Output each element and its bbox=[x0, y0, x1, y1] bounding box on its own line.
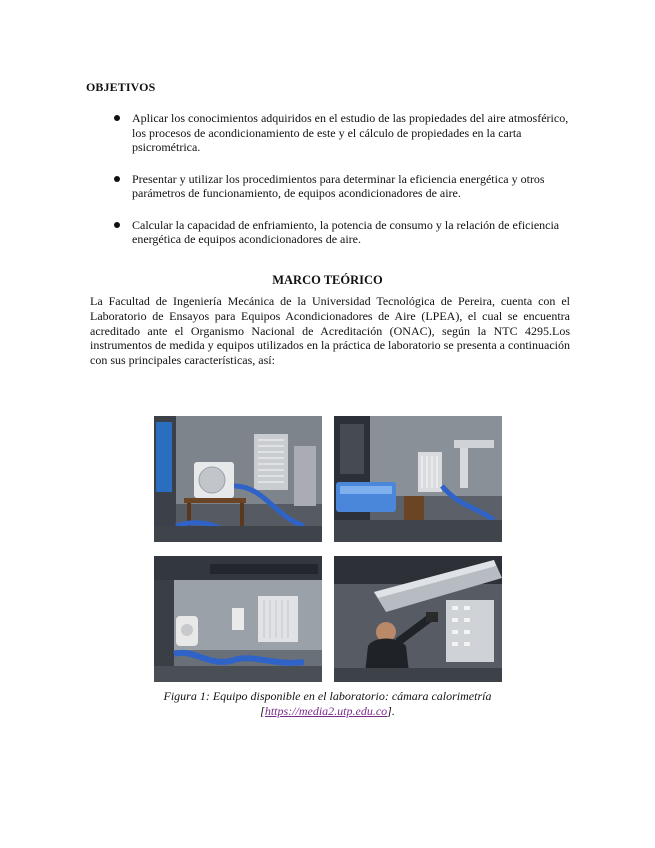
lab-photo-outdoor-unit bbox=[154, 416, 322, 542]
list-item bbox=[112, 172, 572, 201]
list-item bbox=[112, 218, 572, 247]
lab-photo-grid bbox=[154, 416, 502, 682]
caption-bracket-open: [ bbox=[260, 703, 265, 718]
caption-line-2 bbox=[0, 704, 655, 719]
lab-photo-chamber bbox=[334, 416, 502, 542]
marco-teorico-paragraph: La Facultad de Ingeniería Mecánica de la Universidad Tecnológica de Pereira, cuenta con el Laboratorio de Ensayos para Equipos Acondicionadores de Aire (LPEA), el cual se encuentra acreditado ante el Organismo Nacional de Acreditación (ONAC), según la NTC 4295.Los instrumentos de medida y equipos utilizados en la práctica de laboratorio se presenta a continuación con sus principales características, así: bbox=[90, 294, 570, 368]
bullet-icon bbox=[114, 222, 120, 228]
caption-line-1: Figura 1: Equipo disponible en el laboratorio: cámara calorimetría bbox=[163, 689, 492, 703]
objetivos-list bbox=[112, 111, 572, 247]
bullet-icon bbox=[114, 176, 120, 182]
bullet-icon bbox=[114, 115, 120, 121]
list-item bbox=[112, 111, 572, 155]
marco-teorico-heading: MARCO TEÓRICO bbox=[272, 273, 383, 287]
lab-photo-piping bbox=[154, 556, 322, 682]
objetivo-text: Presentar y utilizar los procedimientos para determinar la eficiencia energética y otros parámetros de funcionamiento, de equipos acondicionadores de aire. bbox=[132, 171, 545, 200]
caption-bracket-close: ]. bbox=[387, 703, 395, 718]
figure-caption bbox=[0, 689, 655, 718]
lab-photo-technician bbox=[334, 556, 502, 682]
source-link[interactable]: https://media2.utp.edu.co bbox=[264, 703, 388, 718]
objetivo-text: Aplicar los conocimientos adquiridos en el estudio de las propiedades del aire atmosférico, los procesos de acondicionamiento de este y el cálculo de propiedades en la carta psicrométrica. bbox=[132, 111, 569, 154]
objetivo-text: Calcular la capacidad de enfriamiento, la potencia de consumo y la relación de eficiencia energética de equipos acondicionadores de aire. bbox=[132, 217, 560, 246]
objetivos-heading: OBJETIVOS bbox=[86, 80, 156, 94]
